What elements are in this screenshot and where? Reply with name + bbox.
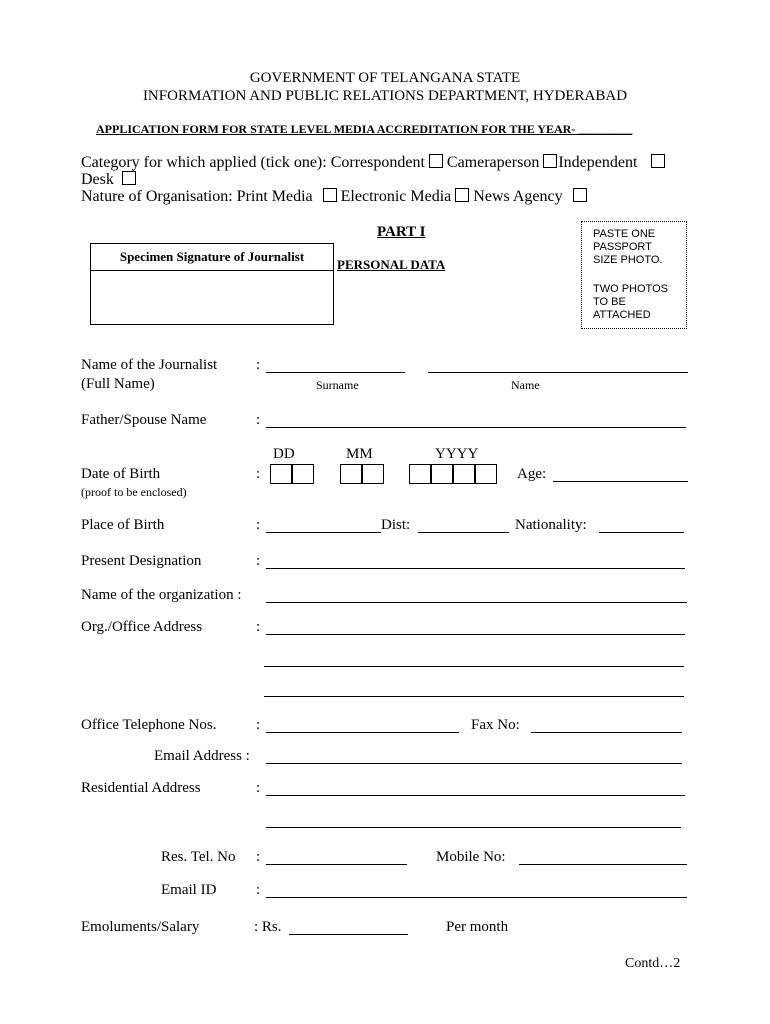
dist-label: Dist: xyxy=(381,517,411,533)
place-of-birth-label: Place of Birth xyxy=(81,517,165,533)
mobile-label: Mobile No: xyxy=(436,849,506,865)
photo-line-5: TO BE xyxy=(593,296,626,308)
organization-field[interactable] xyxy=(266,602,687,603)
dob-year-cell[interactable] xyxy=(431,464,453,484)
independent-checkbox[interactable] xyxy=(651,154,665,168)
desk-row xyxy=(81,171,140,189)
dob-year-cell[interactable] xyxy=(453,464,475,484)
fax-label: Fax No: xyxy=(471,717,520,733)
organization-label: Name of the organization : xyxy=(81,587,242,603)
photo-instructions xyxy=(582,222,686,322)
mobile-field[interactable] xyxy=(519,864,687,865)
nationality-field[interactable] xyxy=(599,532,684,533)
age-label: Age: xyxy=(517,466,547,482)
per-month-label: Per month xyxy=(446,919,509,935)
office-address-field-2[interactable] xyxy=(264,666,684,667)
cameraperson-checkbox[interactable] xyxy=(543,154,557,168)
dist-field[interactable] xyxy=(418,532,509,533)
residential-field-2[interactable] xyxy=(266,827,681,828)
surname-caption: Surname xyxy=(316,378,359,392)
electronic-media-label: Electronic Media xyxy=(340,188,452,205)
email-id-label: Email ID xyxy=(161,882,217,898)
designation-field[interactable] xyxy=(266,568,685,569)
colon: : xyxy=(256,466,261,482)
dob-day-cell[interactable] xyxy=(270,464,292,484)
signature-box-header xyxy=(91,244,333,271)
dob-label: Date of Birth xyxy=(81,466,161,482)
organisation-row xyxy=(81,188,591,206)
personal-data-heading: PERSONAL DATA xyxy=(337,257,446,272)
header-department: INFORMATION AND PUBLIC RELATIONS DEPARTMENT, HYDERABAD xyxy=(142,88,628,104)
cameraperson-label: Cameraperson xyxy=(446,154,540,171)
category-label: Category for which applied (tick one): Correspondent xyxy=(81,154,425,171)
colon: : xyxy=(256,517,261,533)
office-address-field-3[interactable] xyxy=(264,696,684,697)
news-agency-checkbox[interactable] xyxy=(573,188,587,202)
office-address-label: Org./Office Address xyxy=(81,619,203,635)
designation-label: Present Designation xyxy=(81,553,202,569)
form-title: APPLICATION FORM FOR STATE LEVEL MEDIA ACCREDITATION FOR THE YEAR- _________ xyxy=(96,122,633,136)
father-spouse-label: Father/Spouse Name xyxy=(81,412,207,428)
photo-line-4: TWO PHOTOS xyxy=(593,283,668,295)
photo-line-1: PASTE ONE xyxy=(593,228,656,240)
fax-field[interactable] xyxy=(531,732,682,733)
colon: : xyxy=(256,357,261,373)
independent-label: Independent xyxy=(558,154,638,171)
colon: : xyxy=(256,717,261,733)
office-tel-field[interactable] xyxy=(266,732,459,733)
journalist-name-label: Name of the Journalist xyxy=(81,357,218,373)
print-media-checkbox[interactable] xyxy=(323,188,337,202)
desk-checkbox[interactable] xyxy=(122,171,136,185)
header-government: GOVERNMENT OF TELANGANA STATE xyxy=(249,70,521,86)
colon: : xyxy=(256,849,261,865)
office-address-field[interactable] xyxy=(266,634,685,635)
place-of-birth-field[interactable] xyxy=(266,532,381,533)
res-tel-label: Res. Tel. No xyxy=(161,849,236,865)
continued-note: Contd…2 xyxy=(625,956,681,971)
desk-label: Desk xyxy=(81,171,114,188)
photo-line-2: PASSPORT xyxy=(593,241,652,253)
residential-label: Residential Address xyxy=(81,780,201,796)
news-agency-label: News Agency xyxy=(473,188,563,205)
dob-note: (proof to be enclosed) xyxy=(81,485,187,499)
name-caption: Name xyxy=(511,378,540,392)
mm-caption: MM xyxy=(346,446,373,462)
residential-field[interactable] xyxy=(266,795,685,796)
email-address-label: Email Address : xyxy=(154,748,250,764)
colon: : xyxy=(256,882,261,898)
colon: : xyxy=(256,619,261,635)
part-heading: PART I xyxy=(377,224,426,240)
colon: : xyxy=(256,412,261,428)
photo-box[interactable] xyxy=(581,221,687,329)
email-address-field[interactable] xyxy=(266,763,682,764)
office-tel-label: Office Telephone Nos. xyxy=(81,717,217,733)
yyyy-caption: YYYY xyxy=(435,446,479,462)
rs-label: : Rs. xyxy=(254,919,282,935)
nationality-label: Nationality: xyxy=(515,517,587,533)
dob-month-cell[interactable] xyxy=(340,464,362,484)
full-name-label: (Full Name) xyxy=(81,376,155,392)
dob-month-cell[interactable] xyxy=(362,464,384,484)
res-tel-field[interactable] xyxy=(266,864,407,865)
category-row xyxy=(81,154,669,172)
name-field[interactable] xyxy=(428,372,688,373)
surname-field[interactable] xyxy=(266,372,405,373)
age-field[interactable] xyxy=(553,481,688,482)
photo-line-6: ATTACHED xyxy=(593,309,651,321)
father-spouse-field[interactable] xyxy=(266,427,686,428)
emoluments-label: Emoluments/Salary xyxy=(81,919,200,935)
email-id-field[interactable] xyxy=(266,897,687,898)
signature-label: Specimen Signature of Journalist xyxy=(119,249,305,264)
dob-year-cell[interactable] xyxy=(409,464,431,484)
dd-caption: DD xyxy=(273,446,295,462)
dob-year-cell[interactable] xyxy=(475,464,497,484)
colon: : xyxy=(256,553,261,569)
electronic-media-checkbox[interactable] xyxy=(455,188,469,202)
photo-line-3: SIZE PHOTO. xyxy=(593,254,663,266)
dob-day-cell[interactable] xyxy=(292,464,314,484)
print-media-label: Nature of Organisation: Print Media xyxy=(81,188,313,205)
correspondent-checkbox[interactable] xyxy=(429,154,443,168)
salary-field[interactable] xyxy=(289,934,408,935)
colon: : xyxy=(256,780,261,796)
signature-box[interactable] xyxy=(90,243,334,325)
